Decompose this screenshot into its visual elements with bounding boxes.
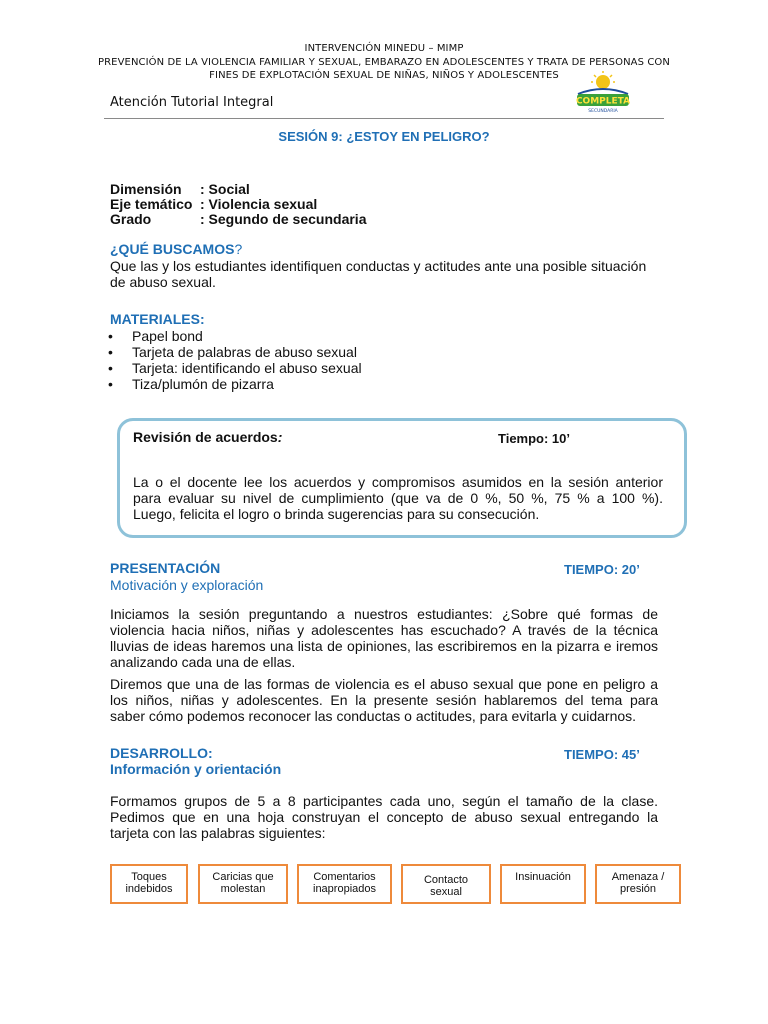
meta-eje	[110, 196, 317, 212]
presentacion-p1-line: analizando cada una de ellas.	[110, 654, 296, 670]
word-card-line: Comentarios	[313, 871, 376, 883]
word-card-line: Amenaza /	[611, 871, 665, 883]
meta-key: Grado	[110, 211, 152, 227]
school-logo	[574, 70, 632, 114]
list-item: • Tiza/plumón de pizarra	[108, 376, 362, 392]
list-item: • Papel bond	[108, 328, 362, 344]
logo-text: COMPLETA	[575, 96, 631, 107]
materiales-list	[108, 328, 362, 392]
meta-dimension	[110, 181, 250, 197]
list-item: • Tarjeta: identificando el abuso sexual	[108, 360, 362, 376]
header-divider	[104, 118, 664, 119]
que-buscamos-qmark: ?	[234, 241, 243, 257]
word-card-line: Toques	[131, 871, 167, 883]
session-title: SESIÓN 9: ¿ESTOY EN PELIGRO?	[278, 129, 490, 144]
presentacion-p1-line: lluvias de ideas haremos una lista de opiniones, las escribiremos en la pizarra e iremos	[110, 638, 658, 654]
meta-key: Eje temático	[110, 196, 193, 212]
word-card	[595, 864, 681, 904]
header-line-2: PREVENCIÓN DE LA VIOLENCIA FAMILIAR Y SEXUAL, EMBARAZO EN ADOLESCENTES Y TRATA DE PERSONAS CON	[98, 57, 670, 68]
meta-key: Dimensión	[110, 181, 182, 197]
word-card-line: Caricias que	[212, 871, 274, 883]
logo-subtext: SECUNDARIA	[588, 109, 618, 114]
presentacion-subheading: Motivación y exploración	[110, 577, 264, 593]
revision-title-colon: :	[277, 429, 283, 445]
word-card-line: Contacto	[423, 874, 469, 886]
desarrollo-subheading: Información y orientación	[110, 761, 282, 777]
desarrollo-p1-line: Pedimos que en una hoja construyan el concepto de abuso sexual entregando la	[110, 809, 658, 825]
word-card	[500, 864, 586, 904]
revision-time: Tiempo: 10’	[498, 431, 571, 446]
word-card-line: sexual	[430, 886, 462, 898]
meta-grado	[110, 211, 366, 227]
word-card	[198, 864, 288, 904]
header-subtitle: Atención Tutorial Integral	[110, 95, 274, 110]
que-buscamos-label: ¿QUÉ BUSCAMOS	[110, 241, 235, 257]
presentacion-p2-line: Diremos que una de las formas de violencia es el abuso sexual que pone en peligro a	[110, 676, 658, 692]
word-card-line: Insinuación	[515, 871, 571, 883]
revision-line-3: Luego, felicita el logro o brinda sugerencias para su consecución.	[133, 506, 540, 522]
meta-value: : Segundo de secundaria	[200, 211, 367, 227]
revision-title-text: Revisión de acuerdos	[133, 429, 278, 445]
word-card-line: indebidos	[125, 883, 173, 895]
desarrollo-p1-line: tarjeta con las palabras siguientes:	[110, 825, 326, 841]
que-buscamos-heading	[110, 241, 242, 257]
presentacion-p1-line: Iniciamos la sesión preguntando a nuestros estudiantes: ¿Sobre qué formas de	[110, 606, 658, 622]
revision-line-1: La o el docente lee los acuerdos y compromisos asumidos en la sesión anterior	[133, 474, 663, 490]
header-line-1: INTERVENCIÓN MINEDU – MIMP	[304, 43, 464, 54]
revision-title	[133, 429, 282, 445]
presentacion-p1-line: violencia hacia niños, niñas y adolescentes has escuchado? A través de la técnica	[110, 622, 658, 638]
word-card-line: presión	[619, 883, 657, 895]
que-buscamos-line-1: Que las y los estudiantes identifiquen conductas y actitudes ante una posible situación	[110, 258, 647, 274]
revision-line-2: para evaluar su nivel de cumplimiento (que va de 0 %, 50 %, 75 % a 100 %).	[133, 490, 663, 506]
presentacion-p2-line: saber cómo podemos reconocer las conductas o actitudes, para evitarla y cuidarnos.	[110, 708, 637, 724]
desarrollo-heading: DESARROLLO:	[110, 745, 213, 761]
header-line-3: FINES DE EXPLOTACIÓN SEXUAL DE NIÑAS, NIÑOS Y ADOLESCENTES	[209, 70, 559, 81]
meta-value: : Social	[200, 181, 250, 197]
presentacion-heading: PRESENTACIÓN	[110, 560, 221, 576]
word-card-line: inapropiados	[313, 883, 376, 895]
word-card	[297, 864, 392, 904]
desarrollo-time: TIEMPO: 45’	[564, 747, 640, 762]
presentacion-time: TIEMPO: 20’	[564, 562, 640, 577]
meta-value: : Violencia sexual	[200, 196, 318, 212]
que-buscamos-line-2: de abuso sexual.	[110, 274, 216, 290]
list-item: • Tarjeta de palabras de abuso sexual	[108, 344, 362, 360]
word-card-line: molestan	[220, 883, 266, 895]
word-card	[401, 864, 491, 904]
word-card	[110, 864, 188, 904]
materiales-heading: MATERIALES:	[110, 311, 205, 327]
presentacion-p2-line: los niños, niñas y adolescentes. En la presente sesión hablaremos del tema para	[110, 692, 658, 708]
desarrollo-p1-line: Formamos grupos de 5 a 8 participantes cada uno, según el tamaño de la clase.	[110, 793, 658, 809]
